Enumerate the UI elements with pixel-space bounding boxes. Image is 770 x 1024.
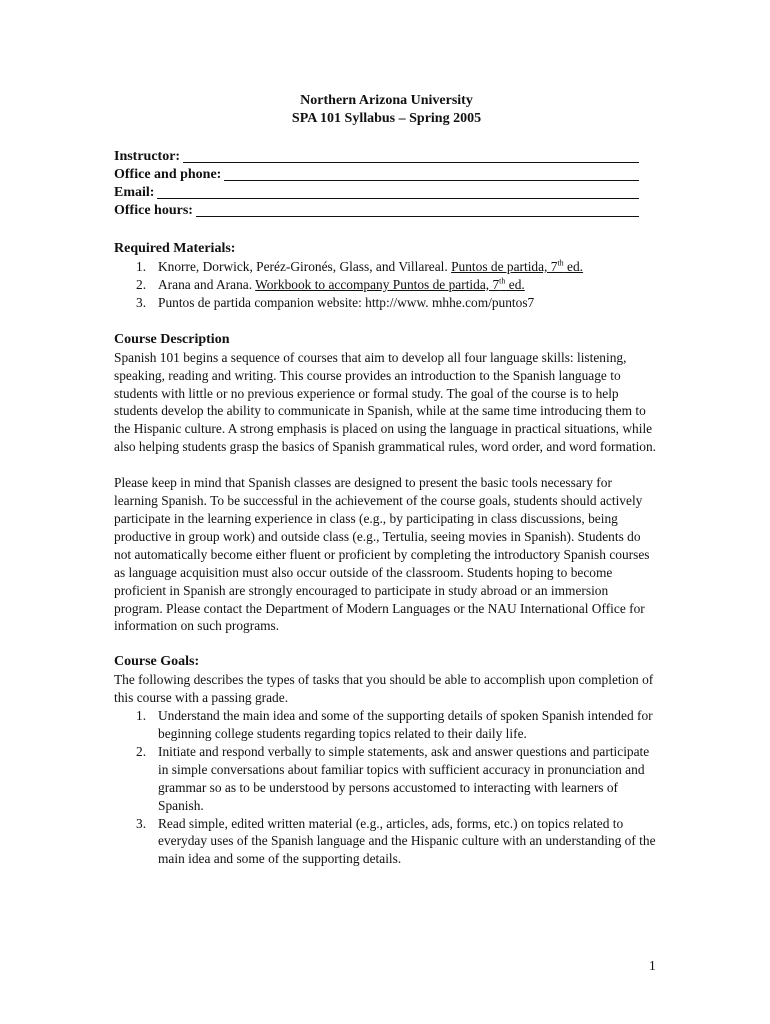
list-number: 3. (136, 294, 147, 310)
list-number: 2. (136, 743, 147, 759)
goals-list (114, 707, 659, 868)
list-item (114, 294, 659, 312)
edition-text: ed. (505, 276, 525, 292)
required-materials-section (114, 240, 659, 312)
material-title (255, 277, 525, 292)
list-text: Puntos de partida companion website: http://www. mhhe.com/puntos7 (158, 294, 535, 310)
list-number: 3. (136, 815, 147, 831)
material-title (451, 259, 583, 274)
document-title (114, 92, 659, 128)
description-paragraph-1: Spanish 101 begins a sequence of courses that aim to develop all four language skills: listening, speaking, reading and writing. This course provides an introduction to the Spanish language to students with little or no previous experience or formal study. The goal of the course is to help students develop the ability to communicate in Spanish, while at the same time introducing them to the Hispanic culture. A strong emphasis is placed on using the language in practical situations, while also helping students grasp the basics of Spanish grammatical rules, word order, and word formation. (114, 349, 657, 455)
contact-fields (114, 148, 659, 220)
list-item (114, 815, 659, 869)
list-text: Read simple, edited written material (e.g., articles, ads, forms, etc.) on topics related to everyday uses of the Spanish language and the Hispanic culture with an understanding of the main idea and some of the supporting details. (158, 815, 656, 867)
goals-intro: The following describes the types of tasks that you should be able to accomplish upon completion of this course with a passing grade. (114, 672, 654, 706)
material-title-text: Workbook to accompany Puntos de partida, 7 (255, 276, 500, 292)
list-number: 1. (136, 259, 147, 274)
instructor-blank (183, 149, 639, 163)
list-text (158, 258, 659, 276)
list-item (114, 276, 659, 294)
page-content (114, 92, 659, 868)
description-heading: Course Description (114, 331, 230, 347)
office-phone-field (114, 166, 639, 184)
syllabus-title: SPA 101 Syllabus – Spring 2005 (291, 111, 482, 126)
university-name: Northern Arizona University (300, 93, 473, 108)
materials-list (114, 258, 659, 312)
list-number: 1. (136, 708, 147, 724)
list-number: 2. (136, 276, 147, 292)
ordinal-suffix: th (557, 258, 564, 268)
instructor-field (114, 148, 639, 166)
email-label: Email: (114, 185, 155, 200)
page-number: 1 (649, 958, 656, 973)
office-hours-field (114, 202, 639, 220)
edition-text: ed. (563, 259, 584, 274)
list-text (158, 276, 659, 294)
list-text: Understand the main idea and some of the supporting details of spoken Spanish intended for beginning college students regarding topics related to their daily life. (158, 708, 653, 742)
office-hours-label: Office hours: (114, 203, 193, 218)
instructor-label: Instructor: (114, 149, 181, 164)
list-text: Initiate and respond verbally to simple statements, ask and answer questions and participate in simple conversations about familiar topics with sufficient accuracy in pronunciation and grammar so as to be understood by persons accustomed to interacting with learners of Spanish. (158, 743, 650, 813)
office-hours-blank (196, 203, 639, 217)
office-phone-blank (224, 167, 639, 181)
list-item (114, 258, 659, 276)
email-field (114, 184, 639, 202)
list-item (114, 743, 659, 815)
description-paragraph-2: Please keep in mind that Spanish classes are designed to present the basic tools necessary for learning Spanish. To be successful in the achievement of the course goals, students should actively participate in the learning experience in class (e.g., by participating in class discussions, being productive in group work) and outside class (e.g., Tertulia, seeing movies in Spanish). Students do not automatically become either fluent or proficient by completing the introductory Spanish courses as language acquisition must also occur outside of the classroom. Students hoping to become proficient in Spanish are strongly encouraged to participate in study abroad or an immersion program. Please contact the Department of Modern Languages or the NAU International Office for information on such programs. (114, 475, 650, 634)
list-item (114, 707, 659, 743)
materials-heading: Required Materials: (114, 241, 236, 256)
material-authors: Arana and Arana. (158, 276, 256, 292)
ordinal-suffix: th (499, 276, 506, 286)
email-blank (157, 185, 639, 199)
goals-heading: Course Goals: (114, 654, 200, 670)
office-phone-label: Office and phone: (114, 167, 222, 182)
material-authors: Knorre, Dorwick, Peréz-Gironés, Glass, and Villareal. (158, 259, 452, 274)
material-title-text: Puntos de partida, 7 (451, 259, 558, 274)
